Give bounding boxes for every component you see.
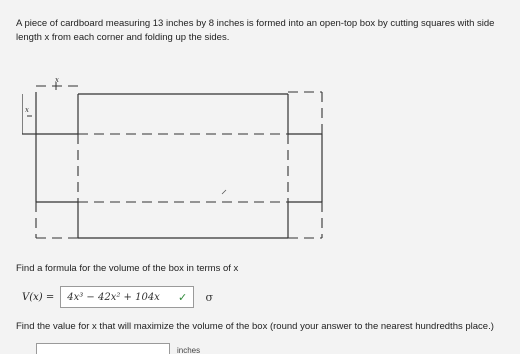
- volume-answer-text: 4x³ − 42x² + 104x: [67, 291, 160, 303]
- volume-answer-input[interactable]: [60, 286, 194, 308]
- answer-row: [22, 286, 218, 308]
- question-maximize: Find the value for x that will maximize the volume of the box (round your answer to the nearest hundredths place.): [16, 321, 494, 332]
- cardboard-diagram: [22, 76, 328, 240]
- label-x-top: x: [55, 76, 59, 84]
- unit-label: inches: [177, 346, 201, 354]
- problem-statement: A piece of cardboard measuring 13 inches by 8 inches is formed into an open-top box by cutting squares with side length x from each corner and folding up the sides.: [16, 18, 495, 43]
- maximize-answer-input[interactable]: [36, 343, 170, 354]
- sigma-button[interactable]: σ: [205, 290, 213, 304]
- check-icon: ✓: [178, 291, 188, 304]
- volume-label: V(x) =: [22, 291, 55, 303]
- question-volume: Find a formula for the volume of the box in terms of x: [16, 263, 239, 274]
- label-x-side: x: [25, 106, 29, 114]
